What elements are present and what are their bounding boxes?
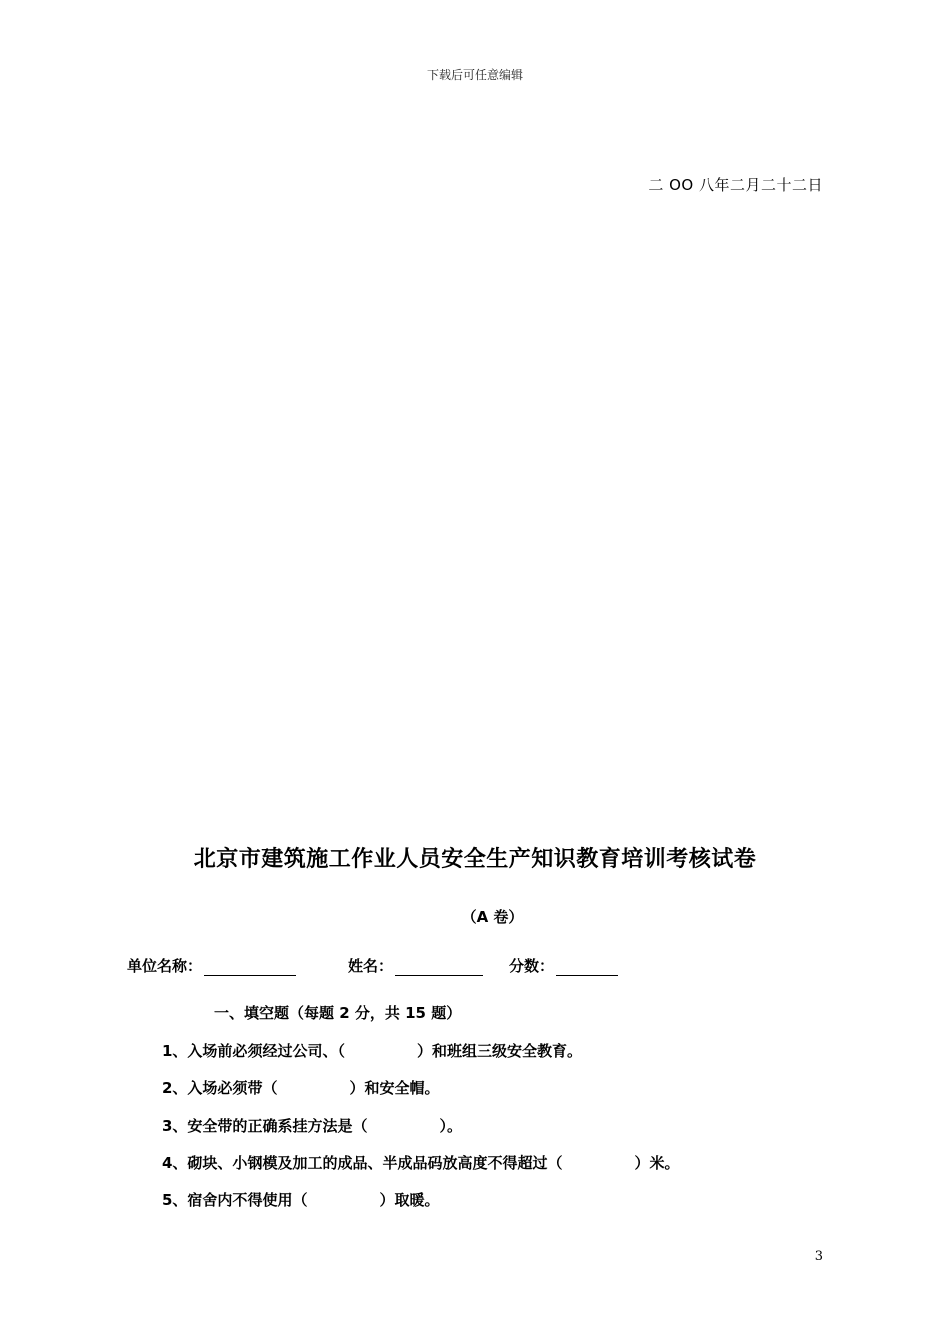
question-item (162, 1040, 582, 1061)
question-item (162, 1189, 439, 1210)
question-text: 1、入场前必须经过公司、（ (162, 1042, 345, 1060)
header-note: 下载后可任意编辑 (426, 68, 523, 82)
question-text: 5、宿舍内不得使用（ (162, 1191, 308, 1209)
question-text: 4、砌块、小钢模及加工的成品、半成品码放高度不得超过（ (162, 1154, 563, 1172)
question-text: ）和安全帽。 (349, 1079, 440, 1097)
name-label: 姓名： (348, 957, 394, 975)
question-item (162, 1152, 679, 1173)
question-text: ）取暖。 (379, 1191, 440, 1209)
question-text: ）和班组三级安全教育。 (416, 1042, 582, 1060)
name-blank[interactable] (395, 959, 483, 976)
score-label: 分数： (509, 957, 555, 975)
unit-name-label: 单位名称： (127, 957, 203, 975)
section-heading: 一、填空题（每题 2 分，共 15 题） (214, 1004, 462, 1022)
score-blank[interactable] (556, 959, 618, 976)
question-item (162, 1115, 462, 1136)
cover-date: 二 OO 八年二月二十二日 (648, 176, 823, 194)
page-number: 3 (814, 1249, 823, 1264)
candidate-info-row (127, 955, 618, 976)
question-text: 3、安全带的正确系挂方法是（ (162, 1117, 368, 1135)
question-text: ）米。 (634, 1154, 680, 1172)
exam-title: 北京市建筑施工作业人员安全生产知识教育培训考核试卷 (193, 847, 757, 872)
exam-subtitle: （A 卷） (461, 908, 524, 926)
question-text: ）。 (439, 1117, 462, 1135)
unit-name-blank[interactable] (204, 959, 296, 976)
question-item (162, 1077, 439, 1098)
question-text: 2、入场必须带（ (162, 1079, 278, 1097)
